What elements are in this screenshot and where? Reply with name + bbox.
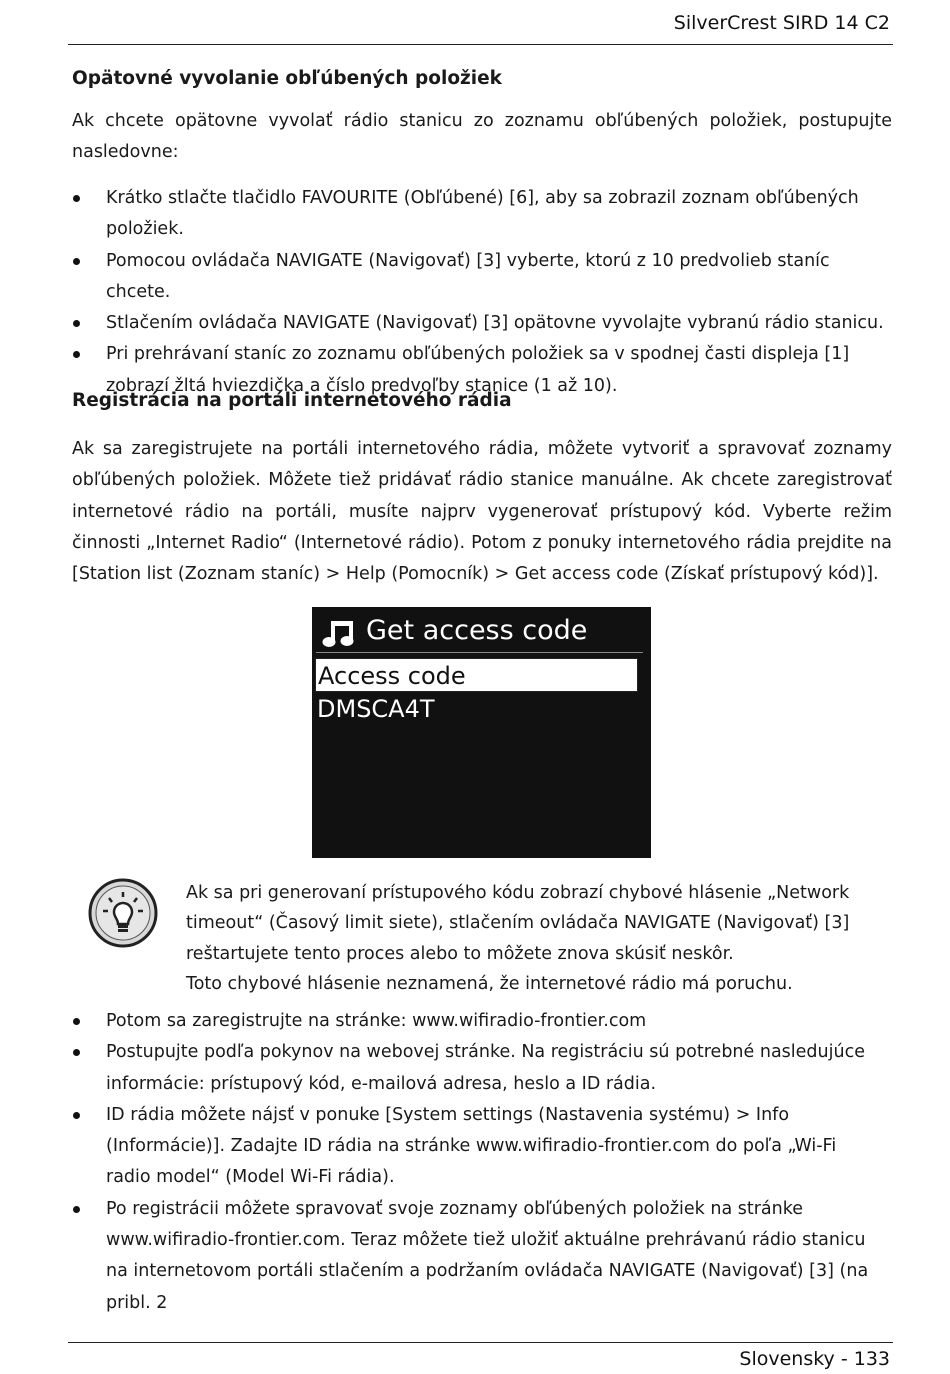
tip-text-main: Ak sa pri generovaní prístupového kódu zobrazí chybové hlásenie „Network timeout“ (Časový limit siete), stlačením ovládača NAVIGATE (Navigovať) [3] reštartujete tento proces alebo to môžete znova skúsiť neskôr. — [186, 883, 850, 964]
bullet-icon — [73, 1049, 80, 1056]
list-item: Po registrácii môžete spravovať svoje zoznamy obľúbených položiek na stránke www.wifiradio-frontier.com. Teraz môžete tiež uložiť aktuálne prehrávanú rádio stanicu na internetovom portáli stlačením a podržaním ovládača NAVIGATE (Navigovať) [3] (na pribl. 2 — [72, 1194, 884, 1319]
section-heading-registration: Registrácia na portáli internetového rádia — [72, 390, 512, 411]
tip-text-secondary: Toto chybové hlásenie neznamená, že internetové rádio má poruchu. — [186, 974, 793, 995]
registration-steps — [72, 1006, 884, 1319]
list-item: Pomocou ovládača NAVIGATE (Navigovať) [3] vyberte, ktorú z 10 predvolieb staníc chcete. — [72, 246, 884, 309]
section-heading-favourites: Opätovné vyvolanie obľúbených položiek — [72, 68, 502, 89]
radio-display — [312, 607, 651, 858]
bullet-icon — [73, 351, 80, 358]
footer-divider — [68, 1342, 893, 1343]
bullet-icon — [73, 195, 80, 202]
bullet-icon — [73, 1206, 80, 1213]
lightbulb-tip-icon — [88, 878, 158, 948]
display-title: Get access code — [366, 615, 588, 646]
list-item: Stlačením ovládača NAVIGATE (Navigovať) [3] opätovne vyvolajte vybranú rádio stanicu. — [72, 308, 884, 339]
page-header: SilverCrest SIRD 14 C2 — [673, 12, 890, 34]
bullet-icon — [73, 258, 80, 265]
list-item: Potom sa zaregistrujte na stránke: www.wifiradio-frontier.com — [72, 1006, 884, 1037]
list-item: Postupujte podľa pokynov na webovej stránke. Na registráciu sú potrebné nasledujúce informácie: prístupový kód, e-mailová adresa, heslo a ID rádia. — [72, 1037, 884, 1100]
access-code-value: DMSCA4T — [317, 695, 435, 723]
header-divider — [68, 44, 893, 45]
page-footer: Slovensky - 133 — [739, 1348, 890, 1370]
list-item: ID rádia môžete nájsť v ponuke [System settings (Nastavenia systému) > Info (Informácie)]. Zadajte ID rádia na stránke www.wifiradio-frontier.com do poľa „Wi-Fi radio model“ (Model Wi-Fi rádia). — [72, 1100, 884, 1194]
bullet-icon — [73, 320, 80, 327]
display-selected-item: Access code — [315, 658, 638, 692]
list-item: Krátko stlačte tlačidlo FAVOURITE (Obľúbené) [6], aby sa zobrazil zoznam obľúbených položiek. — [72, 183, 884, 246]
bullet-icon — [73, 1112, 80, 1119]
bullet-icon — [73, 1018, 80, 1025]
tip-note — [186, 878, 892, 1000]
list-item: Pri prehrávaní staníc zo zoznamu obľúbených položiek sa v spodnej časti displeja [1] zobrazí žltá hviezdička a číslo predvoľby stanice (1 až 10). — [72, 339, 884, 402]
favourites-intro: Ak chcete opätovne vyvolať rádio stanicu zo zoznamu obľúbených položiek, postupujte nasledovne: — [72, 111, 892, 163]
favourites-steps — [72, 183, 884, 402]
display-divider — [316, 652, 643, 653]
registration-intro: Ak sa zaregistrujete na portáli internetového rádia, môžete vytvoriť a spravovať zoznamy obľúbených položiek. Môžete tiež pridávať rádio stanice manuálne. Ak chcete zaregistrovať internetové rádio na portáli, musíte najprv vygenerovať prístupový kód. Vyberte režim činnosti „Internet Radio“ (Internetové rádio). Potom z ponuky internetového rádia prejdite na [Station list (Zoznam staníc) > Help (Pomocník) > Get access code (Získať prístupový kód)]. — [72, 439, 892, 585]
music-note-icon — [322, 618, 356, 648]
